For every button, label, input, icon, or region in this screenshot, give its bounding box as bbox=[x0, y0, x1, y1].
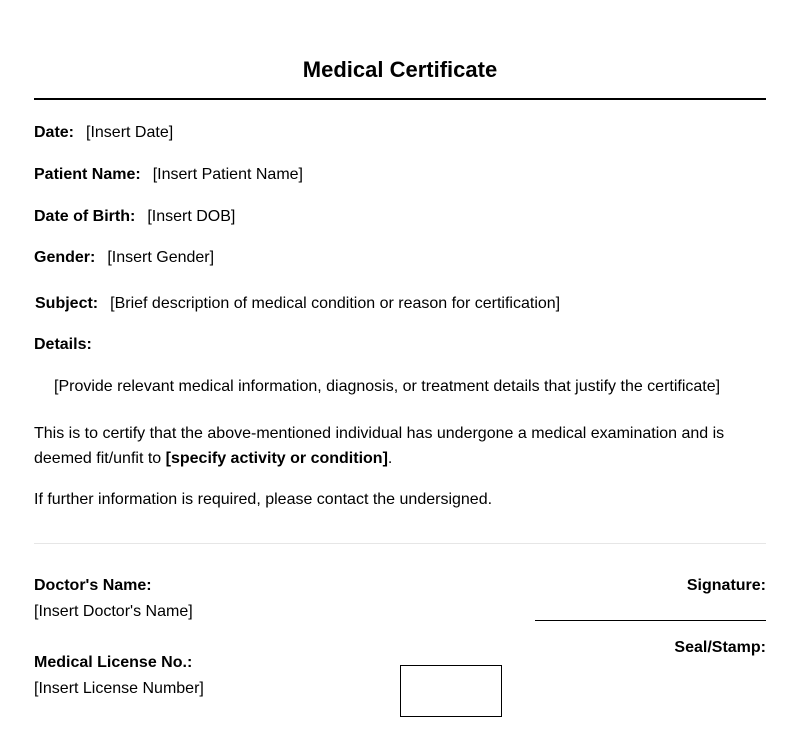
date-label: Date: bbox=[34, 124, 75, 141]
doctor-name-value: [Insert Doctor's Name] bbox=[34, 603, 193, 620]
details-label: Details: bbox=[34, 336, 92, 353]
dob-value: [Insert DOB] bbox=[147, 208, 236, 225]
date-field bbox=[34, 123, 173, 143]
signature-line bbox=[535, 620, 766, 621]
title-divider bbox=[34, 98, 766, 100]
gender-value: [Insert Gender] bbox=[107, 249, 215, 266]
gender-label: Gender: bbox=[34, 249, 96, 266]
patient-name-label: Patient Name: bbox=[34, 166, 141, 183]
patient-name-field bbox=[34, 165, 303, 185]
seal-stamp-box bbox=[400, 665, 502, 717]
seal-label: Seal/Stamp: bbox=[674, 639, 766, 656]
gender-field bbox=[34, 248, 214, 268]
certification-statement bbox=[34, 421, 774, 471]
date-value: [Insert Date] bbox=[86, 124, 174, 141]
license-label: Medical License No.: bbox=[34, 654, 193, 671]
details-text: [Provide relevant medical information, diagnosis, or treatment details that justify the certificate] bbox=[54, 378, 721, 395]
signature-label: Signature: bbox=[686, 577, 766, 594]
dob-field bbox=[34, 207, 235, 227]
doctor-name-label: Doctor's Name: bbox=[34, 577, 152, 594]
subject-label: Subject: bbox=[35, 295, 99, 312]
license-value: [Insert License Number] bbox=[34, 680, 204, 697]
subject-field bbox=[35, 294, 560, 314]
patient-name-value: [Insert Patient Name] bbox=[152, 166, 303, 183]
subject-value: [Brief description of medical condition or reason for certification] bbox=[110, 295, 561, 312]
certification-emphasis: [specify activity or condition] bbox=[165, 450, 388, 467]
certification-text: This is to certify that the above-mentioned individual has undergone a medical examination and is deemed fit/unfit to bbox=[34, 425, 725, 467]
contact-note: If further information is required, please contact the undersigned. bbox=[34, 491, 493, 508]
certification-period: . bbox=[387, 450, 393, 467]
dob-label: Date of Birth: bbox=[34, 208, 136, 225]
page-title: Medical Certificate bbox=[302, 57, 498, 82]
section-divider bbox=[34, 543, 766, 544]
